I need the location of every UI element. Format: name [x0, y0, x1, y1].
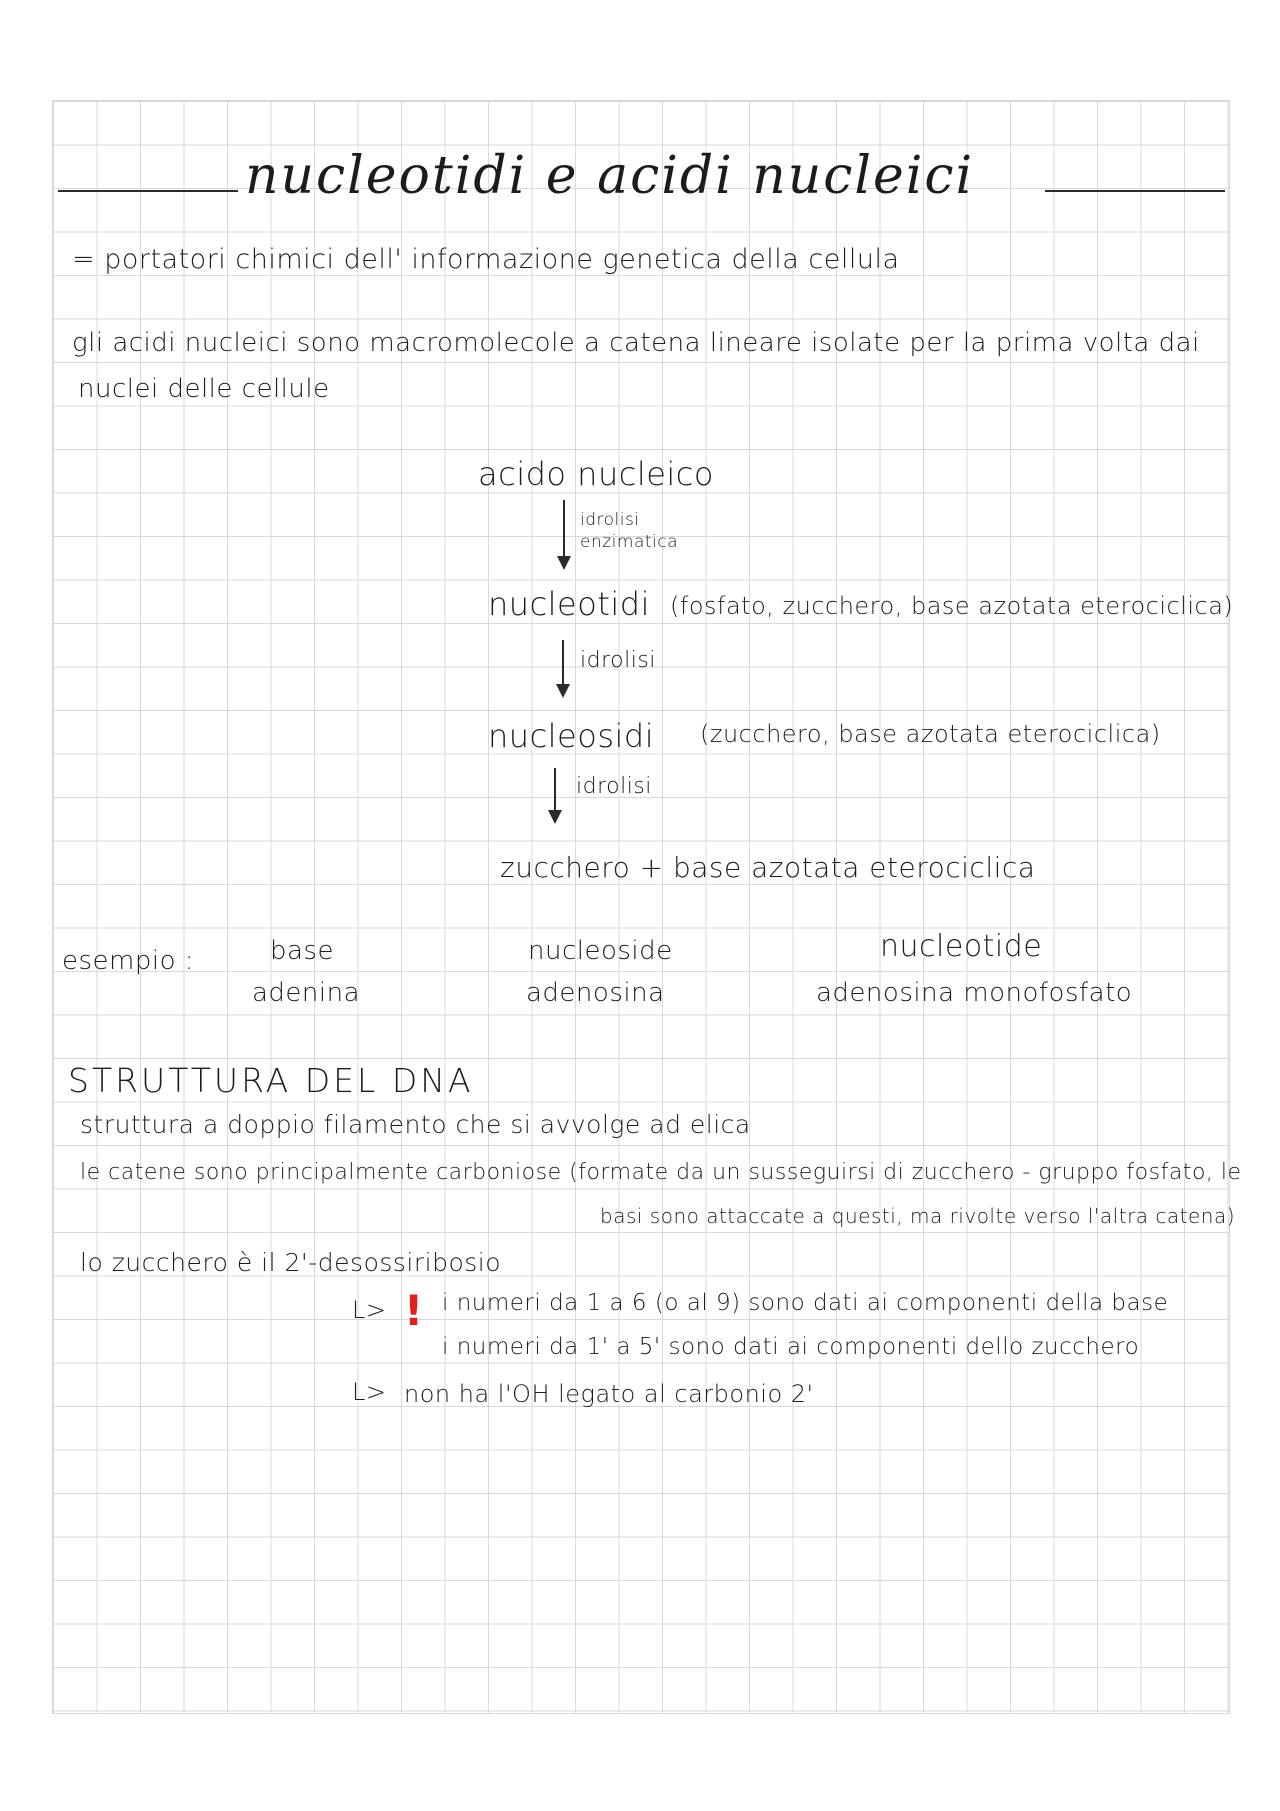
- page-title: nucleotidi e acidi nucleici: [245, 146, 975, 206]
- title-rule-right: [1045, 190, 1225, 192]
- dna-line-2: le catene sono principalmente carboniose (formate da un susseguirsi di zucchero - gruppo fosfato, le: [80, 1160, 1242, 1185]
- note-arrow-icon-2: L>: [352, 1378, 387, 1406]
- example-base-value: adenina: [252, 978, 361, 1008]
- arrow-1-label-line-1: idrolisi: [580, 510, 640, 530]
- nucleosidi-label: nucleosidi: [488, 717, 655, 755]
- example-label: esempio :: [62, 946, 195, 976]
- example-nucleotide-head: nucleotide: [880, 929, 1043, 964]
- arrow-3-label: idrolisi: [576, 774, 652, 799]
- arrow-1-label-line-2: enzimatica: [580, 532, 679, 552]
- example-base-head: base: [270, 936, 334, 966]
- definition-text: = portatori chimici dell' informazione genetica della cellula: [72, 244, 900, 275]
- note-arrow-icon-1: L>: [352, 1296, 387, 1324]
- arrow-2-label: idrolisi: [580, 648, 656, 673]
- intro-line-1: gli acidi nucleici sono macromolecole a catena lineare isolate per la prima volta dai: [72, 328, 1200, 358]
- warning-icon: !: [404, 1286, 424, 1335]
- nucleotidi-label: nucleotidi: [488, 585, 650, 623]
- nucleosidi-detail: (zucchero, base azotata eterociclica): [700, 720, 1161, 748]
- intro-line-2: nuclei delle cellule: [78, 374, 330, 404]
- example-nucleoside-value: adenosina: [526, 978, 665, 1008]
- arrow-down-2-icon: [556, 684, 570, 698]
- arrow-down-3-icon: [548, 810, 562, 824]
- dna-sugar: lo zucchero è il 2'-desossiribosio: [80, 1248, 502, 1277]
- note-no-oh: non ha l'OH legato al carbonio 2': [404, 1380, 814, 1408]
- arrow-down-1-icon: [557, 556, 571, 570]
- final-products: zucchero + base azotata eterociclica: [500, 851, 1036, 884]
- arrow-down-1-shaft: [563, 500, 565, 558]
- note-base-numbers: i numeri da 1 a 6 (o al 9) sono dati ai componenti della base: [442, 1290, 1169, 1316]
- title-rule-left: [58, 190, 238, 192]
- example-nucleotide-value: adenosina monofosfato: [816, 978, 1133, 1008]
- note-sugar-numbers: i numeri da 1' a 5' sono dati ai componenti dello zucchero: [442, 1334, 1140, 1360]
- nucleotidi-detail: (fosfato, zucchero, base azotata eterociclica): [670, 592, 1234, 620]
- arrow-down-3-shaft: [554, 768, 556, 810]
- acido-nucleico-label: acido nucleico: [478, 455, 714, 493]
- dna-line-1: struttura a doppio filamento che si avvolge ad elica: [80, 1110, 751, 1139]
- example-nucleoside-head: nucleoside: [528, 936, 673, 966]
- arrow-down-2-shaft: [562, 640, 564, 684]
- dna-line-3: basi sono attaccate a questi, ma rivolte verso l'altra catena): [600, 1204, 1236, 1228]
- dna-heading: STRUTTURA DEL DNA: [68, 1061, 474, 1100]
